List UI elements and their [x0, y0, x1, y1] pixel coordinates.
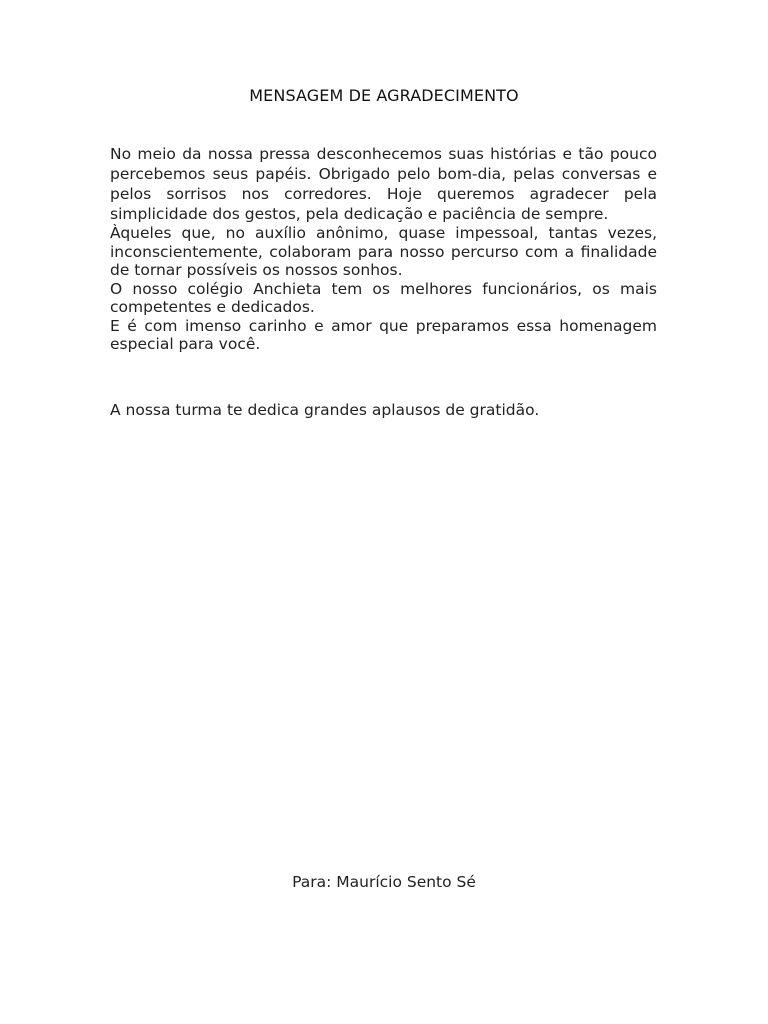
closing-line: A nossa turma te dedica grandes aplausos de gratidão. — [110, 401, 540, 419]
document-title: MENSAGEM DE AGRADECIMENTO — [249, 86, 519, 105]
paragraph-anonymous-help: Àqueles que, no auxílio anônimo, quase impessoal, tantas vezes, inconscientemente, colaboram para nosso percurso com a finalidade de tornar possíveis os nossos sonhos. — [110, 224, 657, 279]
paragraph-tribute: E é com imenso carinho e amor que preparamos essa homenagem especial para você. — [110, 316, 657, 353]
paragraph-gratitude-intro: No meio da nossa pressa desconhecemos suas histórias e tão pouco percebemos seus papéis. Obrigado pelo bom-dia, pelas conversas e pelos sorrisos nos corredores. Hoje queremos agradecer pela simplicidade dos gestos, pela dedicação e paciência de sempre. — [110, 145, 657, 223]
paragraph-school-staff: O nosso colégio Anchieta tem os melhores funcionários, os mais competentes e dedicados. — [110, 279, 657, 316]
message-body — [110, 144, 657, 354]
recipient-line: Para: Maurício Sento Sé — [292, 873, 476, 891]
